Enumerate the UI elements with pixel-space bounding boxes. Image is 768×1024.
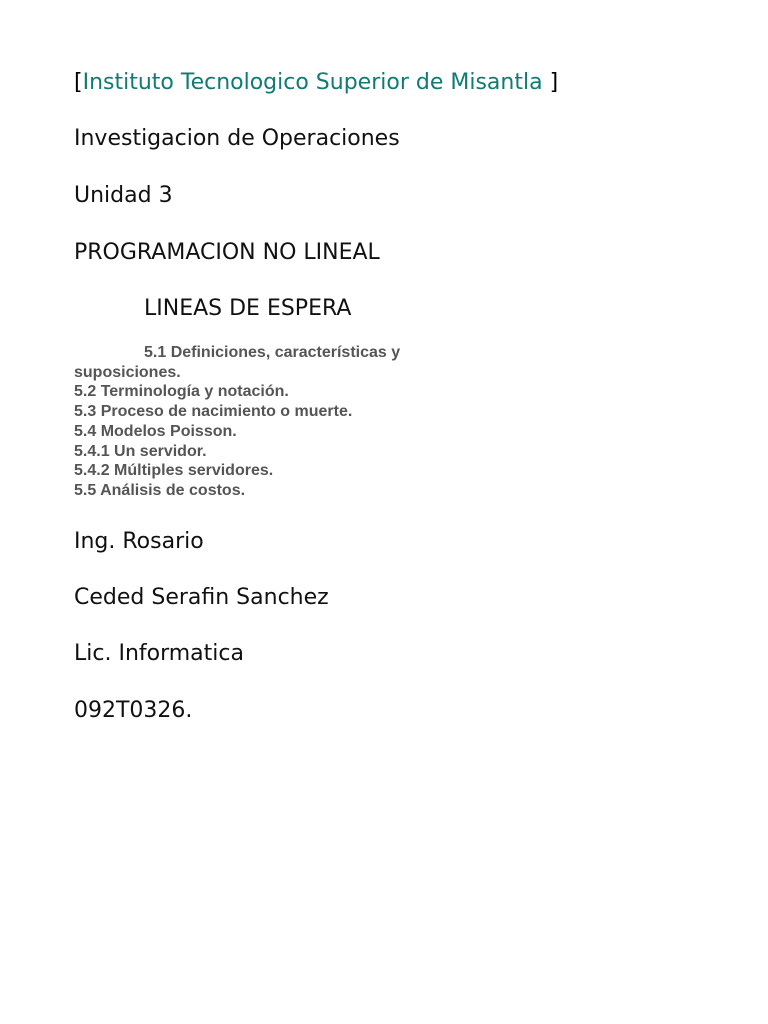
- subject-title: Investigacion de Operaciones: [74, 126, 400, 151]
- toc-item: 5.3 Proceso de nacimiento o muerte.: [74, 403, 353, 421]
- toc-item: 5.4.1 Un servidor.: [74, 442, 207, 460]
- toc-item: suposiciones.: [74, 363, 181, 381]
- toc-item: 5.4.2 Múltiples servidores.: [74, 462, 274, 480]
- institute-name: Instituto Tecnologico Superior de Misantla: [82, 70, 543, 95]
- toc-item: 5.1 Definiciones, características y: [144, 344, 401, 361]
- table-of-contents: [74, 343, 474, 501]
- subtopic-title: LINEAS DE ESPERA: [144, 296, 352, 321]
- teacher-name: Ing. Rosario: [74, 529, 204, 554]
- toc-item: 5.5 Análisis de costos.: [74, 481, 246, 499]
- unit-title: Unidad 3: [74, 183, 173, 208]
- open-bracket: [: [74, 70, 83, 95]
- toc-item: 5.4 Modelos Poisson.: [74, 422, 237, 440]
- topic-title: PROGRAMACION NO LINEAL: [74, 240, 380, 265]
- career-name: Lic. Informatica: [74, 641, 244, 666]
- student-name: Ceded Serafin Sanchez: [74, 585, 329, 610]
- toc-item: 5.2 Terminología y notación.: [74, 383, 289, 401]
- institute-header: [74, 70, 558, 96]
- close-bracket: ]: [542, 70, 559, 95]
- student-id: 092T0326.: [74, 698, 193, 723]
